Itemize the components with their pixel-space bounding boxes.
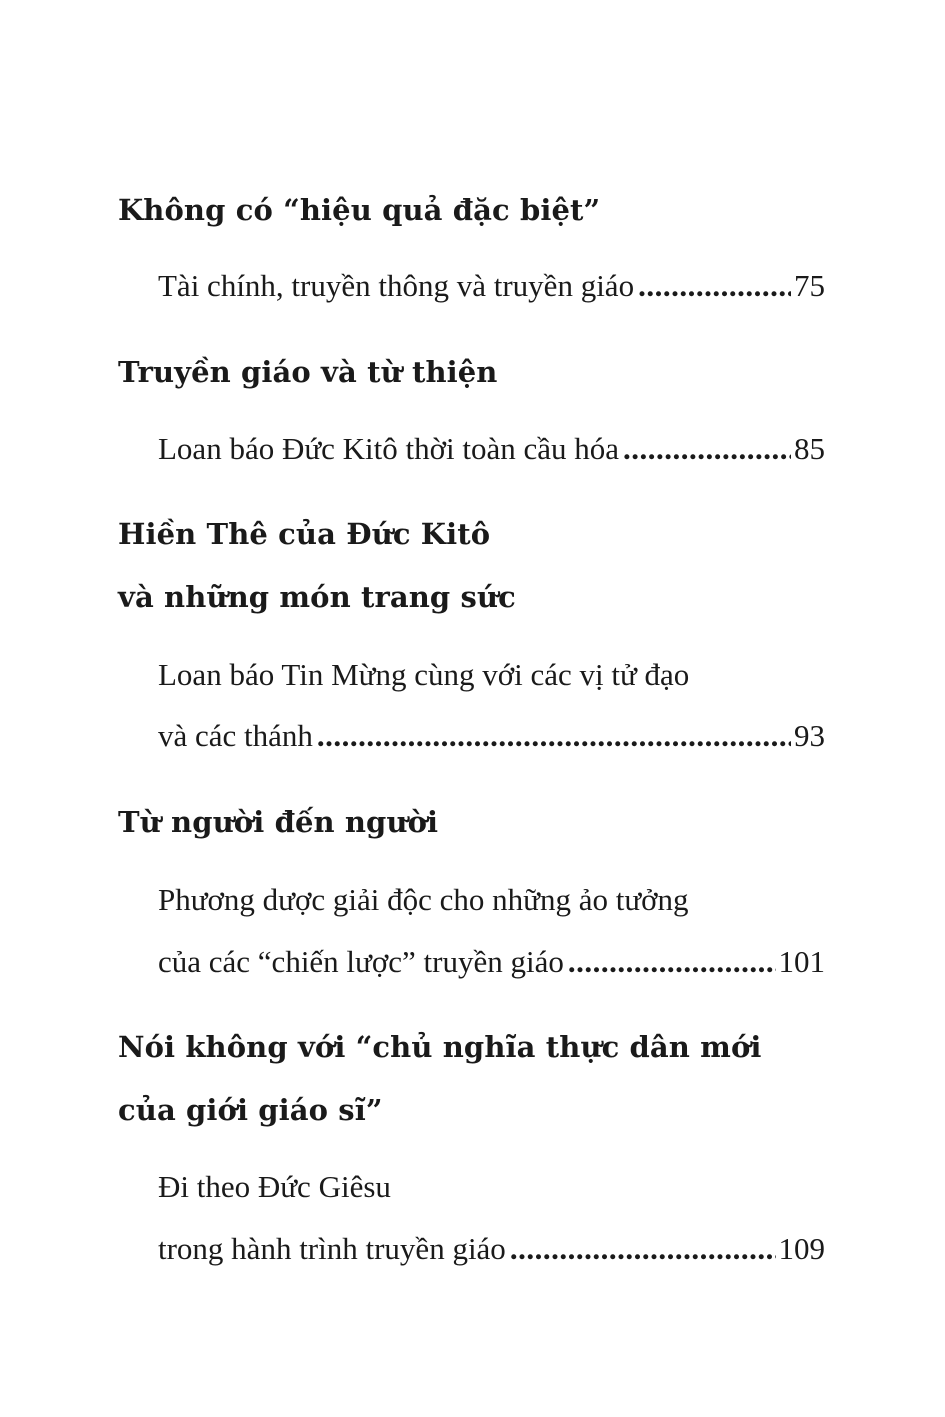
subentry-title: Tài chính, truyền thông và truyền giáo xyxy=(158,268,635,303)
subentry-title-continued: của các “chiến lược” truyền giáo xyxy=(158,944,564,979)
toc-heading: Không có “hiệu quả đặc biệt” xyxy=(118,193,601,227)
toc-heading: Truyền giáo và từ thiện xyxy=(118,355,498,389)
page-number: 109 xyxy=(778,1231,825,1266)
dot-leader xyxy=(510,1233,776,1264)
toc-subentry[interactable] xyxy=(158,270,825,301)
subentry-title: Loan báo Đức Kitô thời toàn cầu hóa xyxy=(158,431,620,466)
subentry-title-continued: và các thánh xyxy=(158,718,313,753)
page-number: 85 xyxy=(794,431,825,466)
toc-heading: Từ người đến người xyxy=(118,805,439,839)
subentry-title-continued: trong hành trình truyền giáo xyxy=(158,1231,506,1266)
dot-leader xyxy=(623,433,791,464)
page-number: 75 xyxy=(794,268,825,303)
toc-heading-continued: của giới giáo sĩ” xyxy=(118,1093,383,1127)
toc-heading-continued: và những món trang sức xyxy=(118,580,516,614)
toc-subentry[interactable] xyxy=(158,433,825,464)
toc-subentry[interactable] xyxy=(158,946,825,977)
subentry-title: Loan báo Tin Mừng cùng với các vị tử đạo xyxy=(158,657,690,692)
toc-subentry[interactable] xyxy=(158,720,825,751)
toc-heading: Nói không với “chủ nghĩa thực dân mới xyxy=(118,1030,762,1064)
dot-leader xyxy=(317,720,791,751)
page-number: 93 xyxy=(794,718,825,753)
subentry-title: Đi theo Đức Giêsu xyxy=(158,1169,391,1204)
dot-leader xyxy=(568,946,776,977)
toc-heading: Hiền Thê của Đức Kitô xyxy=(118,517,491,551)
subentry-title: Phương dược giải độc cho những ảo tưởng xyxy=(158,882,689,917)
toc-subentry[interactable] xyxy=(158,1233,825,1264)
dot-leader xyxy=(638,270,791,301)
page-number: 101 xyxy=(778,944,825,979)
